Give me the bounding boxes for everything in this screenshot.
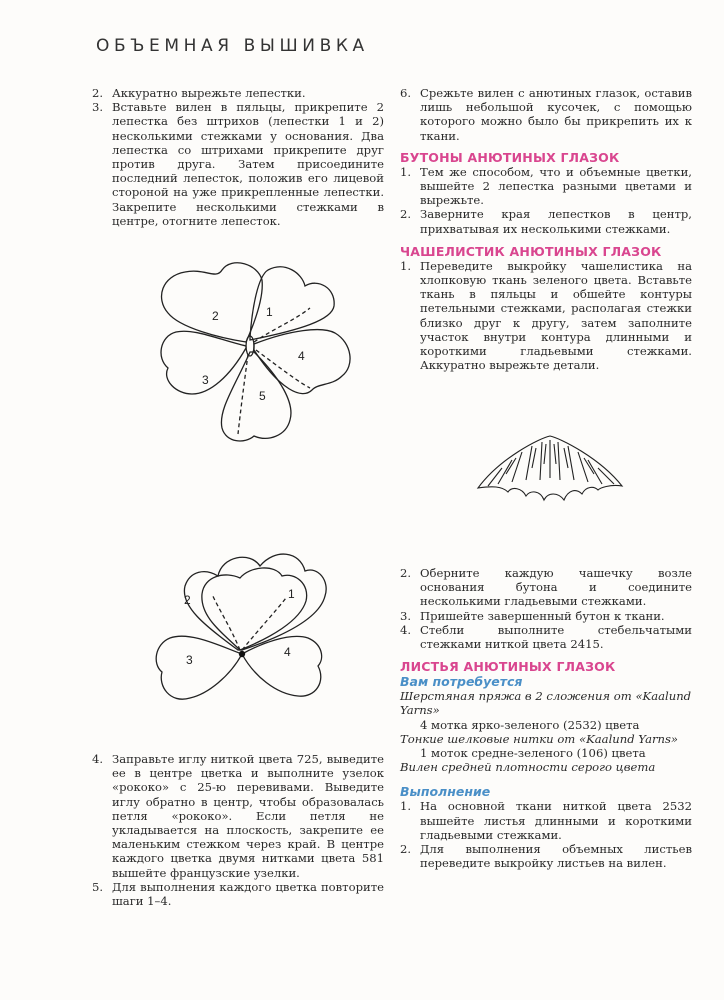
list-item: 1. Переведите выкройку чашелистика на хлопковую ткань зеленого цвета. Вставьте ткань в пяльцы и обшейте контуры петельными стежками, располагая стежки близко друг к другу, затем заполните участок внутри контура длинными и короткими гладьевыми стежками. Аккуратно вырежьте детали.: [400, 258, 692, 373]
material-line: Шерстяная пряжа в 2 сложения от «Kaalund Yarns»: [400, 689, 692, 718]
material-line: Вилен средней плотности серого цвета: [400, 760, 656, 775]
petal-label: 4: [298, 349, 305, 363]
petal-label: 3: [202, 373, 209, 387]
list-item: 1. На основной ткани ниткой цвета 2532 вышейте листья длинными и короткими гладьевыми стежками.: [400, 799, 692, 842]
list-item: 4. Стебли выполните стебельчатыми стежками ниткой цвета 2415.: [400, 622, 692, 652]
petal-outline: [202, 568, 307, 650]
petal-label: 5: [259, 389, 266, 403]
flower-center: [239, 651, 245, 657]
petal-label: 2: [212, 309, 219, 323]
list-item: 2. Для выполнения объемных листьев переведите выкройку листьев на вилен.: [400, 842, 692, 871]
section-heading-calyx: ЧАШЕЛИСТИК АНЮТИНЫХ ГЛАЗОК: [400, 243, 662, 259]
petal-label: 4: [284, 645, 291, 659]
list-item: 4. Заправьте иглу ниткой цвета 725, выведите ее в центре цветка и выполните узелок «рококо» с 25-ю перевивами. Выведите иглу обратно в центр, чтобы образовалась петля «рококо». Если петля не укладывается на плоскость, закрепите ее маленьким стежком через край. В центре каждого цветка двумя нитками цвета 581 вышейте французские узелки.: [92, 752, 384, 880]
right-top-section: [400, 86, 692, 372]
subheading-materials: Вам потребуется: [400, 674, 523, 690]
list-item: 2. Оберните каждую чашечку возле основания бутона и соедините несколькими гладьевыми стежками.: [400, 566, 692, 609]
material-line: 1 моток средне-зеленого (106) цвета: [420, 746, 646, 761]
calyx-diagram: [470, 428, 630, 508]
petal-label: 3: [186, 653, 193, 667]
subheading-execution: Выполнение: [400, 784, 491, 800]
list-item: 6. Срежьте вилен с анютиных глазок, оставив лишь небольшой кусочек, с помощью которого можно было бы прикрепить их к ткани.: [400, 86, 692, 143]
petal-outline: [162, 263, 263, 342]
list-item: 3. Пришейте завершенный бутон к ткани.: [400, 608, 665, 623]
pansy-diagram-4-petals: [150, 546, 370, 726]
material-line: 4 мотка ярко-зеленого (2532) цвета: [420, 717, 640, 732]
list-item: 5. Для выполнения каждого цветка повторите шаги 1–4.: [92, 879, 384, 909]
left-top-steps: [92, 86, 384, 228]
petal-outline: [221, 352, 291, 441]
petal-outline: [250, 267, 334, 340]
petal-label: 2: [184, 593, 191, 607]
list-item: 2. Заверните края лепестков в центр, прихватывая их несколькими стежками.: [400, 207, 692, 236]
right-lower-section: [400, 566, 692, 870]
petal-outline: [156, 636, 242, 699]
section-heading-buds: БУТОНЫ АНЮТИНЫХ ГЛАЗОК: [400, 149, 620, 165]
list-item: 1. Тем же способом, что и объемные цветки, вышейте 2 лепестка разными цветами и вырежьте.: [400, 164, 692, 208]
calyx-stitches: [488, 440, 614, 486]
flower-diagram-5-petals: [150, 258, 380, 448]
material-line: Тонкие шелковые нитки от «Kaalund Yarns»: [400, 731, 679, 746]
section-heading-leaves: ЛИСТЬЯ АНЮТИНЫХ ГЛАЗОК: [400, 659, 616, 675]
list-item: 3. Вставьте вилен в пяльцы, прикрепите 2 лепестка без штрихов (лепестки 1 и 2) несколькими стежками у основания. Два лепестка со штрихами прикрепите друг против друга. Затем присоедините последний лепесток, положив его лицевой стороной на уже прикрепленные лепестки. Закрепите несколькими стежками в центре, отогните лепесток.: [92, 100, 384, 228]
petal-label: 1: [266, 305, 273, 319]
petal-hatching: [254, 308, 310, 342]
list-item: 2. Аккуратно вырежьте лепестки.: [92, 86, 306, 100]
petal-label: 1: [288, 587, 295, 601]
left-bottom-steps: [92, 752, 384, 908]
page-header: ОБЪЕМНАЯ ВЫШИВКА: [96, 36, 369, 56]
